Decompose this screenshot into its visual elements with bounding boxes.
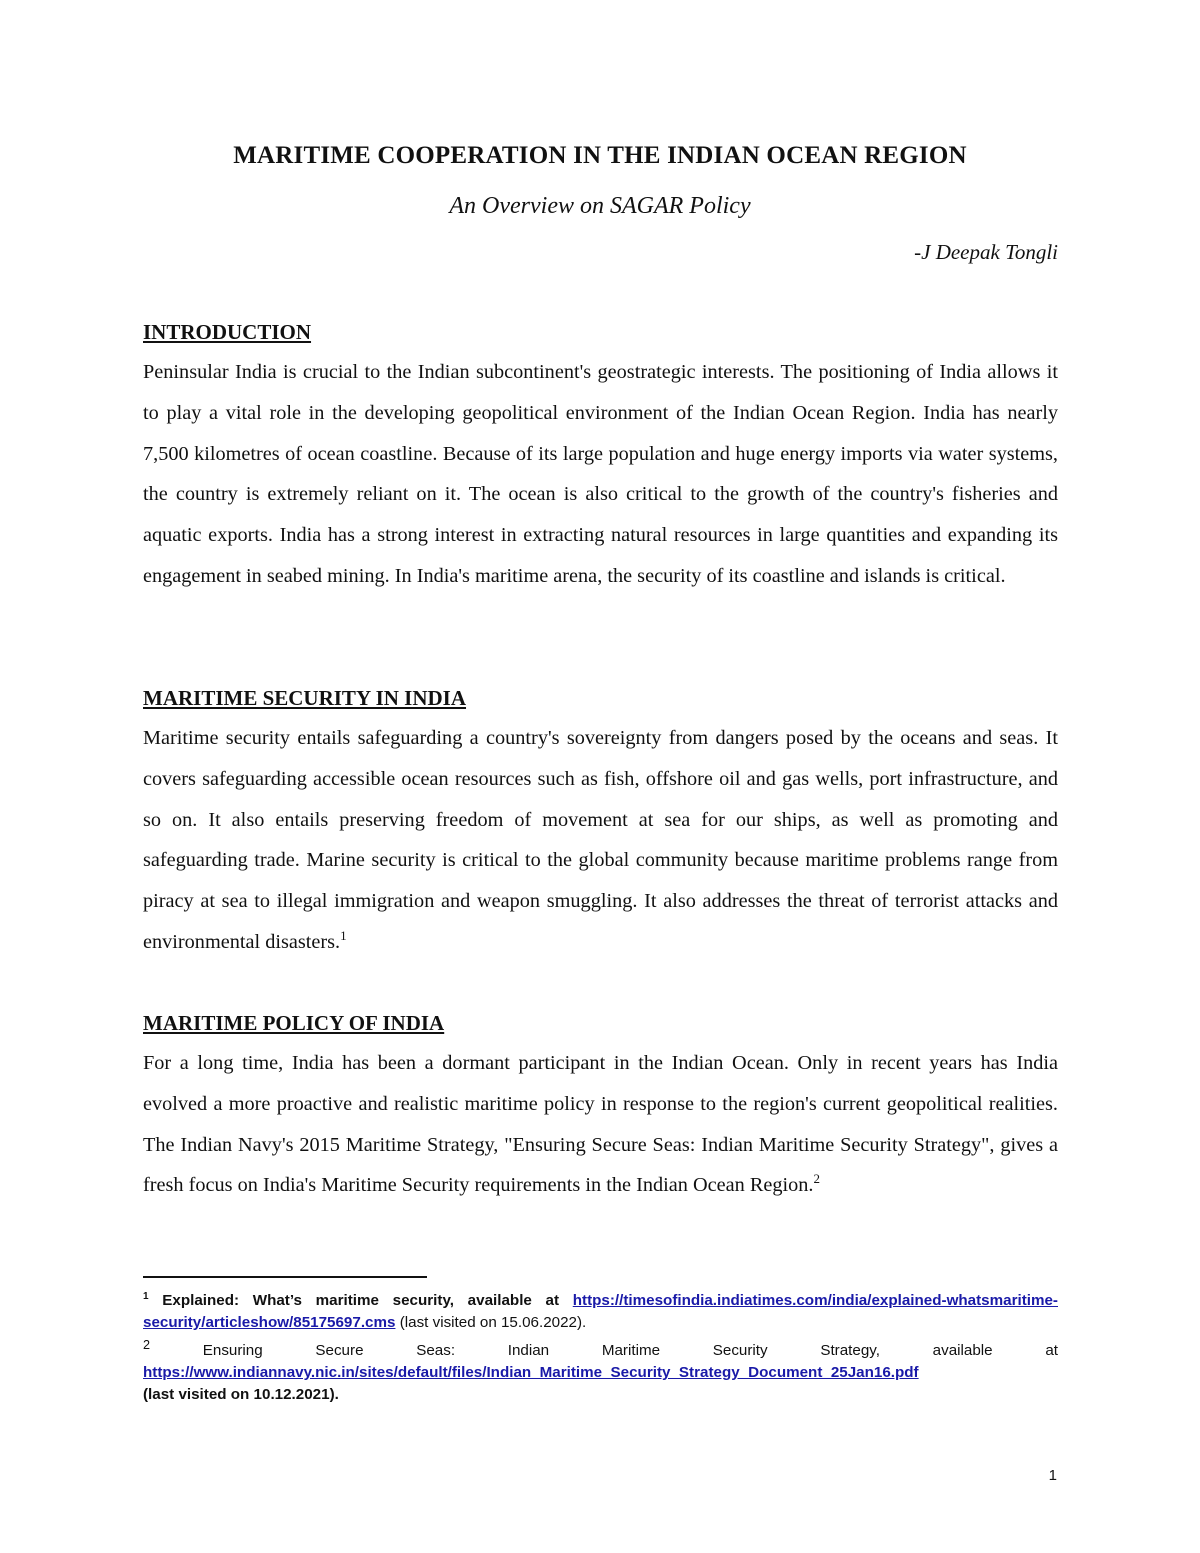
footnote-text: Ensuring Secure Seas: Indian Maritime Security Strategy, available at bbox=[202, 1342, 1058, 1360]
paragraph-text: Peninsular India is crucial to the Indian subcontinent's geostrategic interests. The positioning of India allows it to play a vital role in the developing geopolitical environment of the Indian Ocean Region. India has nearly 7,500 kilometres of ocean coastline. Because of its large population and huge energy imports via water systems, the country is extremely reliant on it. The ocean is also critical to the growth of the country's fisheries and aquatic exports. India has a strong interest in extracting natural resources in large quantities and expanding its engagement in seabed mining. In India's maritime arena, the security of its coastline and islands is critical. bbox=[143, 361, 1058, 587]
section-heading: INTRODUCTION bbox=[143, 320, 312, 344]
footnotes-block bbox=[143, 1290, 1058, 1406]
footnote-2 bbox=[143, 1334, 1058, 1362]
footnote-visited: (last visited on 10.12.2021). bbox=[143, 1386, 339, 1404]
section-heading: MARITIME POLICY OF INDIA bbox=[143, 1011, 445, 1035]
section-paragraph bbox=[143, 352, 1058, 597]
section-maritime-policy bbox=[143, 1009, 1058, 1206]
section-paragraph bbox=[143, 1043, 1058, 1206]
paragraph-text: For a long time, India has been a dormant participant in the Indian Ocean. Only in recent years has India evolved a more proactive and realistic maritime policy in response to the region's current geopolitical realities. The Indian Navy's 2015 Maritime Strategy, "Ensuring Secure Seas: Indian Maritime Security Strategy", gives a fresh focus on India's Maritime Security requirements in the Indian Ocean Region. bbox=[143, 1052, 1058, 1197]
footnote-2-continued bbox=[143, 1362, 1058, 1406]
footnote-reference[interactable]: 1 bbox=[340, 928, 347, 944]
footnote-1 bbox=[143, 1290, 1058, 1334]
paragraph-text: Maritime security entails safeguarding a country's sovereignty from dangers posed by the oceans and seas. It covers safeguarding accessible ocean resources such as fish, offshore oil and gas wells, port infrastructure, and so on. It also entails preserving freedom of movement at sea for our ships, as well as promoting and safeguarding trade. Marine security is critical to the global community because maritime problems range from piracy at sea to illegal immigration and weapon smuggling. It also addresses the threat of terrorist attacks and environmental disasters. bbox=[143, 727, 1058, 953]
footnote-number: 2 bbox=[143, 1338, 151, 1352]
author-line: -J Deepak Tongli bbox=[914, 240, 1058, 264]
footnote-link[interactable]: https://timesofindia.indiatimes.com/india/explained-whatsmaritime-security/articleshow/85175697.cms bbox=[143, 1292, 1058, 1331]
document-subtitle: An Overview on SAGAR Policy bbox=[449, 193, 751, 219]
section-maritime-security bbox=[143, 684, 1058, 963]
footnote-link[interactable]: https://www.indiannavy.nic.in/sites/default/files/Indian_Maritime_Security_Strategy_Document_25Jan16.pdf bbox=[143, 1364, 919, 1382]
page-number: 1 bbox=[1048, 1467, 1057, 1484]
footnote-number: 1 bbox=[143, 1290, 149, 1302]
section-heading: MARITIME SECURITY IN INDIA bbox=[143, 686, 467, 710]
footnote-visited: (last visited on 15.06.2022). bbox=[399, 1314, 587, 1331]
footnote-separator bbox=[143, 1276, 427, 1278]
footnote-reference[interactable]: 2 bbox=[813, 1171, 820, 1187]
section-introduction bbox=[143, 318, 1058, 597]
document-title: MARITIME COOPERATION IN THE INDIAN OCEAN REGION bbox=[233, 142, 967, 169]
section-paragraph bbox=[143, 718, 1058, 963]
footnote-text: Explained: What’s maritime security, available at bbox=[162, 1292, 560, 1309]
